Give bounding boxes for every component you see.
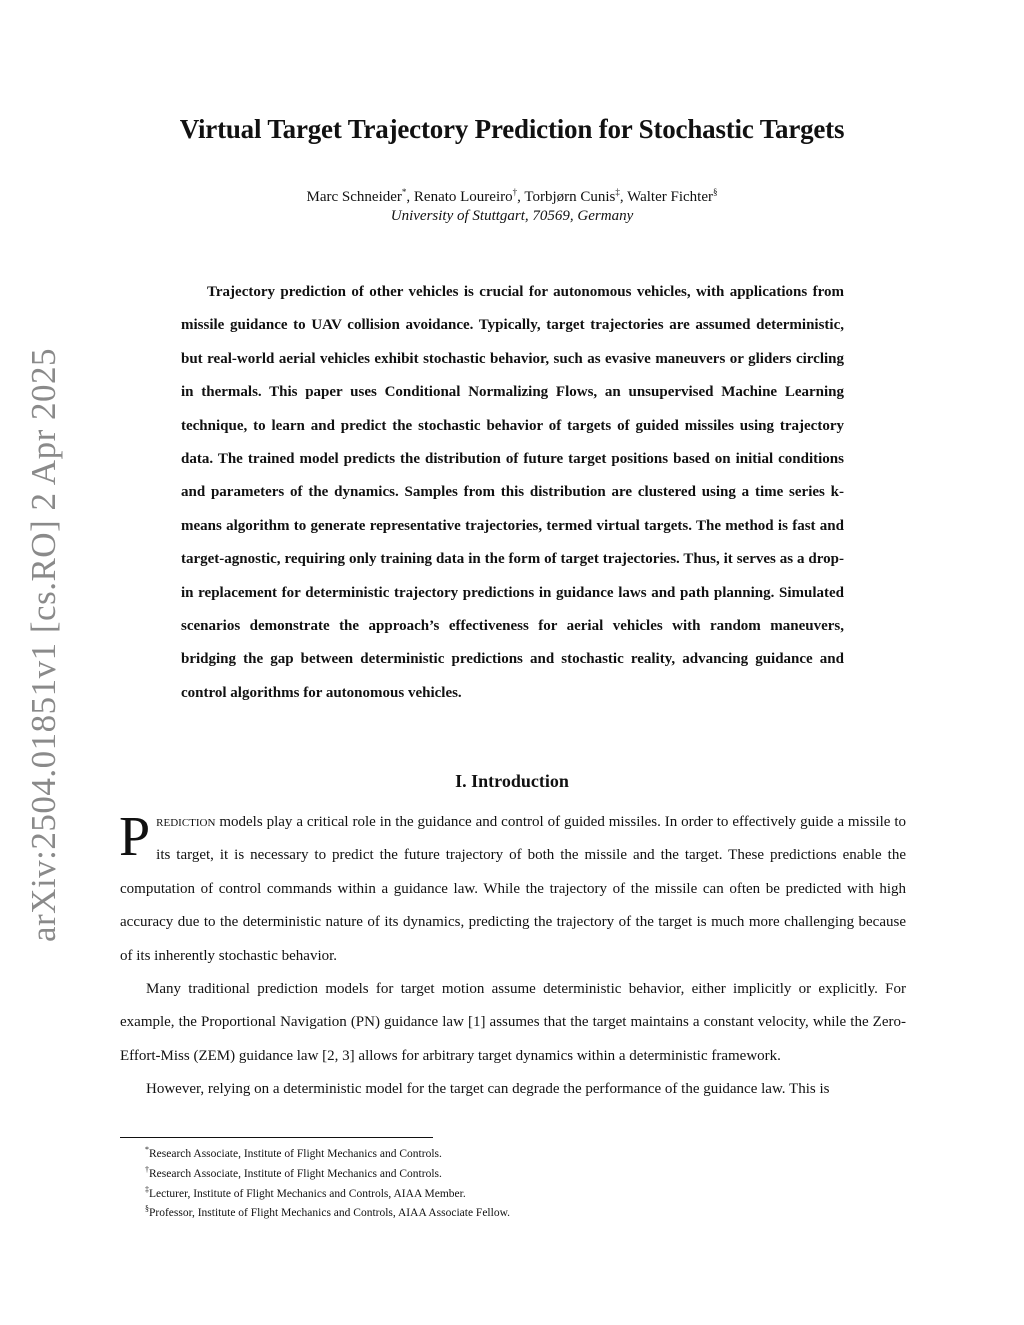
author-footnote-mark: ‡ xyxy=(615,187,620,197)
author-list: Marc Schneider*, Renato Loureiro†, Torbjørn Cunis‡, Walter Fichter§ xyxy=(306,187,718,205)
footnote xyxy=(145,1182,510,1202)
footnote-mark: * xyxy=(145,1145,149,1154)
footnote-mark: † xyxy=(145,1164,149,1174)
author-footnote-mark: § xyxy=(712,187,718,197)
arxiv-identifier-stamp: arXiv:2504.01851v1 [cs.RO] 2 Apr 2025 xyxy=(24,347,63,943)
paper-title: Virtual Target Trajectory Prediction for Stochastic Targets xyxy=(179,114,845,144)
footnote-mark: § xyxy=(145,1204,149,1214)
author-name: Renato Loureiro xyxy=(413,189,513,205)
author-name: Walter Fichter xyxy=(627,189,713,205)
author-name: Marc Schneider xyxy=(306,189,402,205)
footnote xyxy=(145,1162,510,1182)
footnote-text: Research Associate, Institute of Flight Mechanics and Controls. xyxy=(149,1167,442,1180)
intro-paragraph-2: Many traditional prediction models for target motion assume deterministic behavior, either implicitly or explicitly. For example, the Proportional Navigation (PN) guidance law [1] assumes that the target maintains a constant velocity, while the Zero-Effort-Miss (ZEM) guidance law [2, 3] allows for arbitrary target dynamics within a deterministic framework. xyxy=(120,981,906,1064)
intro-paragraph-3: However, relying on a deterministic model for the target can degrade the performance of the guidance law. This is xyxy=(146,1081,830,1098)
section-heading-introduction: I. Introduction xyxy=(455,771,569,791)
footnote-separator xyxy=(120,1137,433,1138)
footnote-text: Research Associate, Institute of Flight Mechanics and Controls. xyxy=(149,1147,442,1160)
footnote-mark: ‡ xyxy=(145,1184,149,1194)
drop-cap-letter: P xyxy=(119,806,151,868)
author-name: Torbjørn Cunis xyxy=(524,189,616,205)
smallcaps-lead-word: rediction xyxy=(156,814,216,830)
footnotes xyxy=(145,1142,510,1221)
author-footnote-mark: * xyxy=(401,187,407,197)
footnote xyxy=(145,1142,510,1162)
footnote-text: Lecturer, Institute of Flight Mechanics and Controls, AIAA Member. xyxy=(149,1187,466,1200)
footnote xyxy=(145,1201,510,1221)
introduction-body xyxy=(120,806,906,1107)
author-footnote-mark: † xyxy=(512,187,518,197)
intro-paragraph-1-text: models play a critical role in the guidance and control of guided missiles. In order to effectively guide a missile to its target, it is necessary to predict the future trajectory of both the missile and the target. These predictions enable the computation of control commands within a guidance law. While the trajectory of the missile can often be predicted with high accuracy due to the deterministic nature of its dynamics, predicting the trajectory of the target is much more challenging because of its inherently stochastic behavior. xyxy=(120,814,906,964)
intro-paragraph-1 xyxy=(120,806,906,973)
affiliation: University of Stuttgart, 70569, Germany xyxy=(390,208,634,224)
abstract: Trajectory prediction of other vehicles is crucial for autonomous vehicles, with applications from missile guidance to UAV collision avoidance. Typically, target trajectories are assumed deterministic, but real-world aerial vehicles exhibit stochastic behavior, such as evasive maneuvers or gliders circling in thermals. This paper uses Conditional Normalizing Flows, an unsupervised Machine Learning technique, to learn and predict the stochastic behavior of targets of guided missiles using trajectory data. The trained model predicts the distribution of future target positions based on initial conditions and parameters of the dynamics. Samples from this distribution are clustered using a time series k-means algorithm to generate representative trajectories, termed virtual targets. The method is fast and target-agnostic, requiring only training data in the form of target trajectories. Thus, it serves as a drop-in replacement for deterministic trajectory predictions in guidance laws and path planning. Simulated scenarios demonstrate the approach’s effectiveness for aerial vehicles with random maneuvers, bridging the gap between deterministic predictions and stochastic reality, advancing guidance and control algorithms for autonomous vehicles. xyxy=(181,284,844,701)
footnote-text: Professor, Institute of Flight Mechanics and Controls, AIAA Associate Fellow. xyxy=(149,1207,511,1220)
